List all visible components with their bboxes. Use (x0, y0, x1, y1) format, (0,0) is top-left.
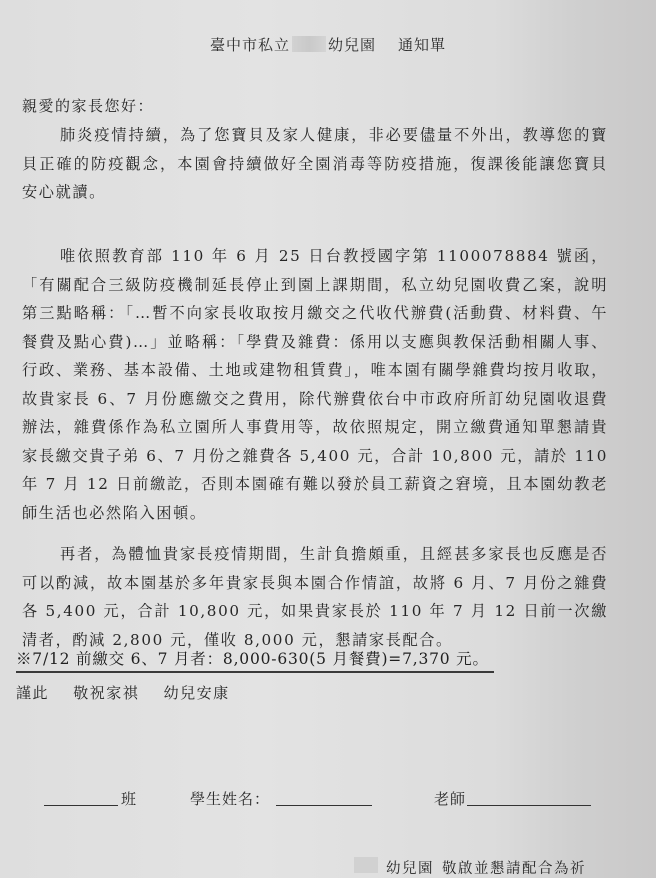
closing-part-3: 幼兒安康 (163, 684, 230, 702)
salutation: 親愛的家長您好： (22, 97, 155, 115)
class-label: 班 (121, 790, 138, 808)
closing-part-2: 敬祝家祺 (73, 684, 140, 702)
footer-text: 敬啟並懇請配合為祈 (442, 861, 586, 877)
redacted-school-name (292, 36, 326, 52)
paragraph-policy: 唯依照教育部 110 年 6 月 25 日台教授國字第 1100078884 號函，「有關配合三級防疫機制延長停止到園上課期間，私立幼兒園收費乙案，說明第三點略稱：「…暫不向家長收取按月繳交之代收代辦費(活動費、材料費、午餐費及點心費)…」並略稱：「學費及雜費：係用以支應與教保活動相關人事、行政、業務、基本設備、土地或建物租賃費」，唯本園有關學雜費均按月收取，故貴家長 6、7 月份應繳交之費用，除代辦費依台中市政府所訂幼兒園收退費辦法，雜費係作為私立園所人事費用等，故依照規定，開立繳費通知單懇請貴家長繳交貴子弟 6、7 月份之雜費各 5,400 元，合計 10,800 元，請於 110 年 7 月 12 日前繳訖，否則本園確有難以發於員工薪資之窘境，且本園幼教老師生活也必然陷入困頓。 (22, 247, 608, 522)
footer-school: 幼兒園 (386, 861, 434, 877)
signature-fields (0, 788, 656, 818)
title-notice: 通知單 (398, 36, 447, 54)
student-name-blank[interactable] (276, 804, 372, 806)
document-title (0, 34, 656, 55)
title-school-suffix: 幼兒園 (327, 36, 376, 54)
closing-part-1: 謹此 (16, 684, 50, 702)
payment-note: ※7/12 前繳交 6、7 月者：8,000-630(5 月餐費)=7,370 元。 (16, 647, 494, 673)
title-prefix: 臺中市私立 (209, 36, 290, 54)
teacher-blank[interactable] (467, 804, 591, 806)
teacher-label: 老師 (434, 790, 467, 808)
paragraph-intro: 肺炎疫情持續，為了您寶貝及家人健康，非必要儘量不外出，教導您的寶貝正確的防疫觀念，本園會持續做好全園消毒等防疫措施，復課後能讓您寶貝安心就讀。 (22, 126, 608, 201)
redacted-school-name-footer (354, 857, 378, 873)
class-blank[interactable] (44, 804, 118, 806)
student-name-label: 學生姓名： (190, 790, 271, 808)
closing-greeting (16, 682, 248, 703)
paragraph-discount: 再者，為體恤貴家長疫情期間，生計負擔頗重，且經甚多家長也反應是否可以酌減，故本園基於多年貴家長與本園合作情誼，故將 6 月、7 月份之雜費各 5,400 元，合計 10,800 元，如果貴家長於 110 年 7 月 12 日前一次繳清者，酌減 2,800 元，僅收 8,000 元，懇請家長配合。 (22, 545, 608, 649)
